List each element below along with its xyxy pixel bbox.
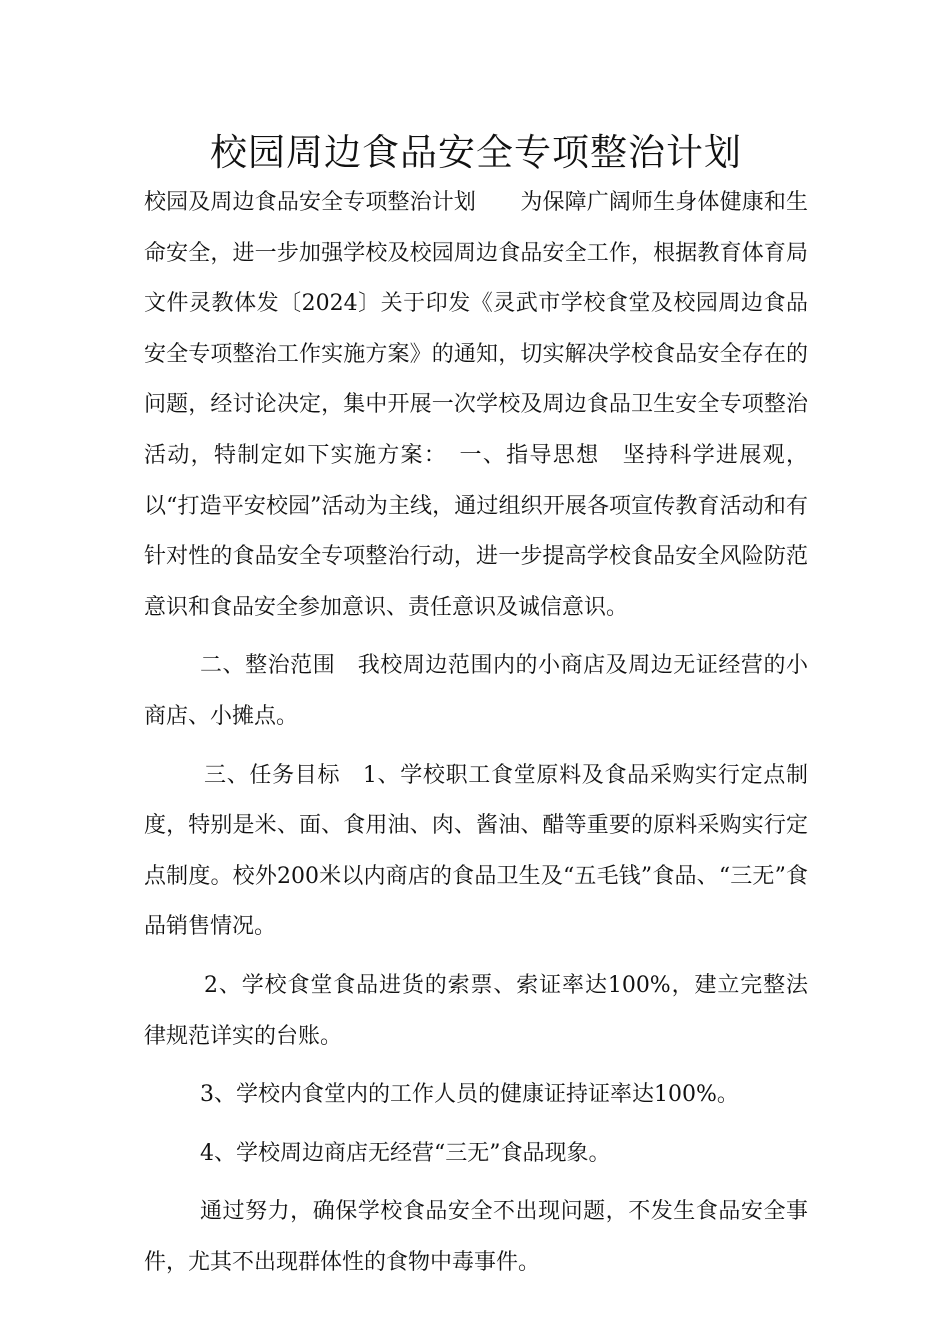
paragraph-goals: 三、任务目标 1、学校职工食堂原料及食品采购实行定点制度，特别是米、面、食用油、肉、酱油、醋等重要的原料采购实行定点制度。校外200米以内商店的食品卫生及“五毛钱”食品、“三无”食品销售情况。	[144, 762, 808, 940]
paragraph-scope: 二、整治范围 我校周边范围内的小商店及周边无证经营的小商店、小摊点。	[144, 653, 808, 729]
paragraph-goal-4: 4、学校周边商店无经营“三无”食品现象。	[200, 1140, 611, 1166]
paragraph-conclusion: 通过努力，确保学校食品安全不出现问题，不发生食品安全事件，尤其不出现群体性的食物中毒事件。	[144, 1199, 808, 1275]
paragraph-goal-2: 2、学校食堂食品进货的索票、索证率达100%，建立完整法律规范详实的台账。	[144, 972, 808, 1049]
paragraph-intro: 校园及周边食品安全专项整治计划 为保障广阔师生身体健康和生命安全，进一步加强学校及校园周边食品安全工作，根据教育体育局文件灵教体发〔2024〕关于印发《灵武市学校食堂及校园周边食品安全专项整治工作实施方案》的通知，切实解决学校食品安全存在的问题，经讨论决定，集中开展一次学校及周边食品卫生安全专项整治活动，特制定如下实施方案： 一、指导思想 坚持科学进展观，以“打造平安校园”活动为主线，通过组织开展各项宣传教育活动和有针对性的食品安全专项整治行动，进一步提高学校食品安全风险防范意识和食品安全参加意识、责任意识及诚信意识。	[144, 190, 808, 620]
document-page	[144, 128, 808, 1288]
paragraph-goal-3: 3、学校内食堂内的工作人员的健康证持证率达100%。	[200, 1082, 739, 1108]
document-title: 校园周边食品安全专项整治计划	[210, 131, 742, 174]
